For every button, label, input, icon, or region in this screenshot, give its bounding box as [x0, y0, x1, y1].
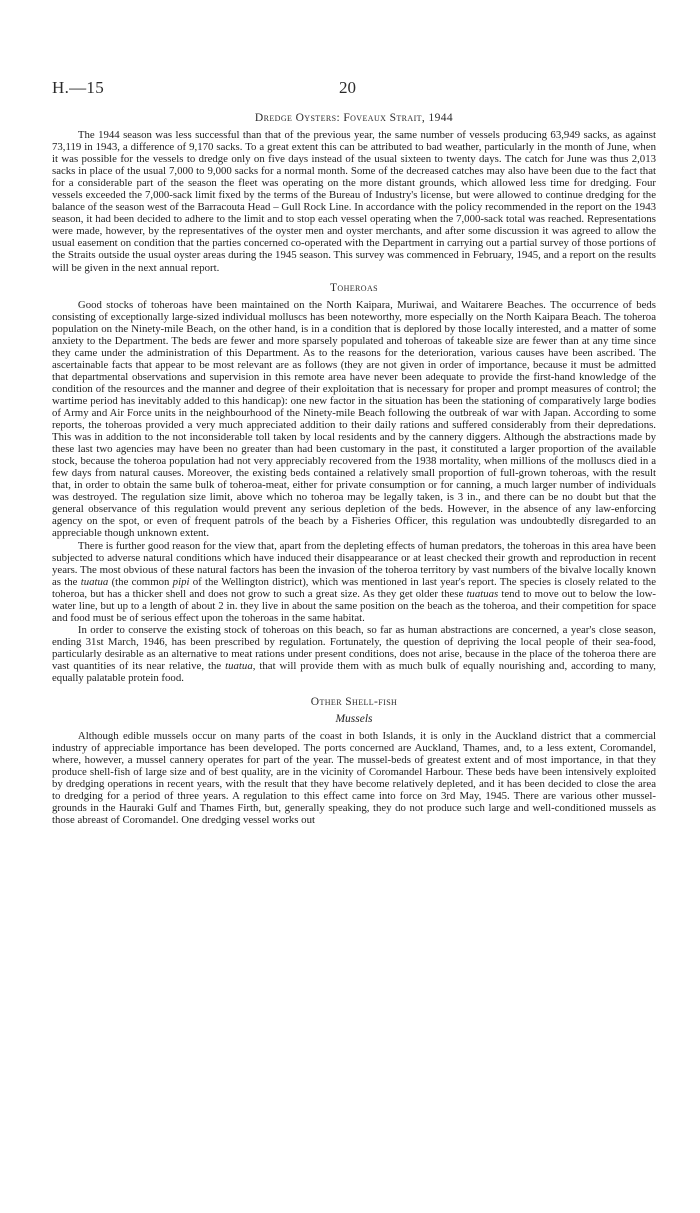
- italic-term: tuatua: [80, 575, 109, 588]
- italic-term: tuatuas: [466, 587, 499, 600]
- text-run: There is further good reason for the view that, apart from the depleting effects of human predators, the toheroas in this area have been subjected to adverse natural conditions which have induced their disappearance or at least checked their growth and reproduction in recent years. The most obvious of these natural factors has been the invasion of the toheroa territory by vast numbers of the bivalve locally known as the: [52, 539, 656, 588]
- paragraph: Good stocks of toheroas have been maintained on the North Kaipara, Muriwai, and Waitarere Beaches. The occurrence of beds consisting of exceptionally large-sized individual molluscs has been noteworthy, more especially on the North Kaipara Beach. The toheroa population on the Ninety-mile Beach, on the other hand, is in a condition that is deplored by those locally interested, and a matter of some anxiety to the Department. The beds are fewer and more sparsely populated and toheroas of takeable size are fewer than at any time since they came under the administration of this Department. As to the reasons for the deterioration, various causes have been ascribed. The ascertainable facts that appear to be most relevant are as follows (they are not given in order of importance, because it must be admitted that departmental observations and supervision in this remote area have never been adequate to provide the first-hand knowledge of the condition of the resources and the manner and degree of their exploitation that is necessary for proper and prompt measures of control; the wartime period has inevitably added to this handicap): one new factor in the situation has been the stationing of comparatively large bodies of Army and Air Force units in the neighbourhood of the Ninety-mile Beach following the outbreak of war with Japan. According to some reports, the toheroas provided a very much appreciated addition to their daily rations and suffered considerably from their depredations. This was in addition to the not inconsiderable toll taken by local residents and by the cannery diggers. Although the abstractions made by these last two agencies may have been no greater than had been customary in the past, it constituted a larger proportion of the available stock, because the toheroa population had not very appreciably recovered from the 1938 mortality, when millions of the molluscs died in a few days from natural causes. Moreover, the existing beds contained a relatively small proportion of full-grown toheroas, with the result that, in order to obtain the same bulk of toheroa-meat, either for private consumption or for canning, a much larger number of individuals was destroyed. The regulation size limit, above which no toheroa may be legally taken, is 3 in., and there can be no doubt but that the general observance of this regulation would prevent any serious depletion of the beds. However, in the absence of any law-enforcing agency on the spot, or even of frequent patrols of the beach by a Fisheries Officer, this regulation was undoubtedly disregarded to an appreciable though unknown extent.: [52, 298, 656, 540]
- page-header: [52, 78, 656, 100]
- paragraph: The 1944 season was less successful than that of the previous year, the same number of vessels producing 63,949 sacks, as against 73,119 in 1943, a difference of 9,170 sacks. To a great extent this can be attributed to bad weather, particularly in the month of June, when it was possible for the vessels to dredge only on five days instead of the usual sixteen to twenty days. The catch for June was thus 2,013 sacks in place of the usual 7,000 to 9,000 sacks for a normal month. Some of the decreased catches may also have been due to the fact that for a considerable part of the season the fleet was operating on the more distant grounds, which allowed less time for dredging. Four vessels exceeded the 7,000-sack limit fixed by the terms of the Bureau of Industry's license, but were allowed to continue dredging for the balance of the season west of the Barracouta Head – Gull Rock Line. In accordance with the policy recommended in the report on the 1943 season, it had been decided to adhere to the limit and to stop each vessel operating when the 7,000-sack total was reached. Representations were made, however, by the representatives of the oyster men and oyster merchants, and after some discussion it was agreed to allow the usual easement on condition that the parties concerned co-operated with the Department in carrying out a partial survey of those portions of the Straits outside the usual oyster areas during the 1945 season. This survey was commenced in February, 1945, and a report on the results will be given in the next annual report.: [52, 129, 656, 274]
- text-run: tend to move out to below the low-water line, but up to a length of about 2 in. they live in about the same position on the beach as the toheroa, and their competition for space and food must be of serious effect upon the toheroas in the same habitat.: [52, 587, 656, 624]
- text-run: , that will provide them with as much bulk of equally nourishing and, according to many, equally palatable protein food.: [52, 659, 656, 685]
- text-run: In order to conserve the existing stock of toheroas on this beach, so far as human abstractions are concerned, a year's close season, ending 31st March, 1946, has been prescribed by regulation. Fortunately, the question of depriving the local people of their sea-food, particularly desirable as an alternative to meat rations under present conditions, does not arise, because in the place of the toheroa there are vast quantities of its near relative, the: [52, 623, 656, 672]
- section-subheading: Mussels: [335, 713, 373, 726]
- italic-term: pipi: [172, 575, 190, 588]
- section-heading: Dredge Oysters: Foveaux Strait, 1944: [254, 112, 454, 124]
- section-toheroas: [52, 282, 656, 685]
- section-other-shellfish: [52, 696, 656, 826]
- section-heading: Toheroas: [329, 281, 378, 294]
- section-heading: Other Shell-fish: [310, 696, 398, 709]
- page-body: [52, 112, 656, 826]
- document-reference: H.—15: [52, 78, 105, 97]
- paragraph: [52, 540, 656, 624]
- text-run: of the Wellington district), which was mentioned in last year's report. The species is closely related to the toheroa, but has a thicker shell and does not grow to such a great size. As they get older these: [52, 575, 656, 600]
- italic-term: tuatua: [225, 659, 253, 672]
- page-number: 20: [339, 78, 356, 97]
- paragraph: Although edible mussels occur on many parts of the coast in both Islands, it is only in the Auckland district that a commercial industry of appreciable importance has been developed. The ports concerned are Auckland, Thames, and, to a less extent, Coromandel, where, however, a mussel cannery operates for part of the year. The mussel-beds of greatest extent and of most importance, in that they produce shell-fish of large size and of best quality, are in the vicinity of Coromandel Harbour. These beds have been intensively exploited by dredging operations in recent years, with the result that they have become relatively depleted, and it has been decided to close the area to dredging for a period of three years. A regulation to this effect came into force on 3rd May, 1945. There are various other mussel-grounds in the Hauraki Gulf and Thames Firth, but, generally speaking, they do not produce such large and well-conditioned mussels as those abreast of Coromandel. One dredging vessel works out: [52, 730, 656, 827]
- section-dredge-oysters: [52, 112, 656, 274]
- paragraph: [52, 624, 656, 684]
- text-run: (the common: [108, 575, 173, 588]
